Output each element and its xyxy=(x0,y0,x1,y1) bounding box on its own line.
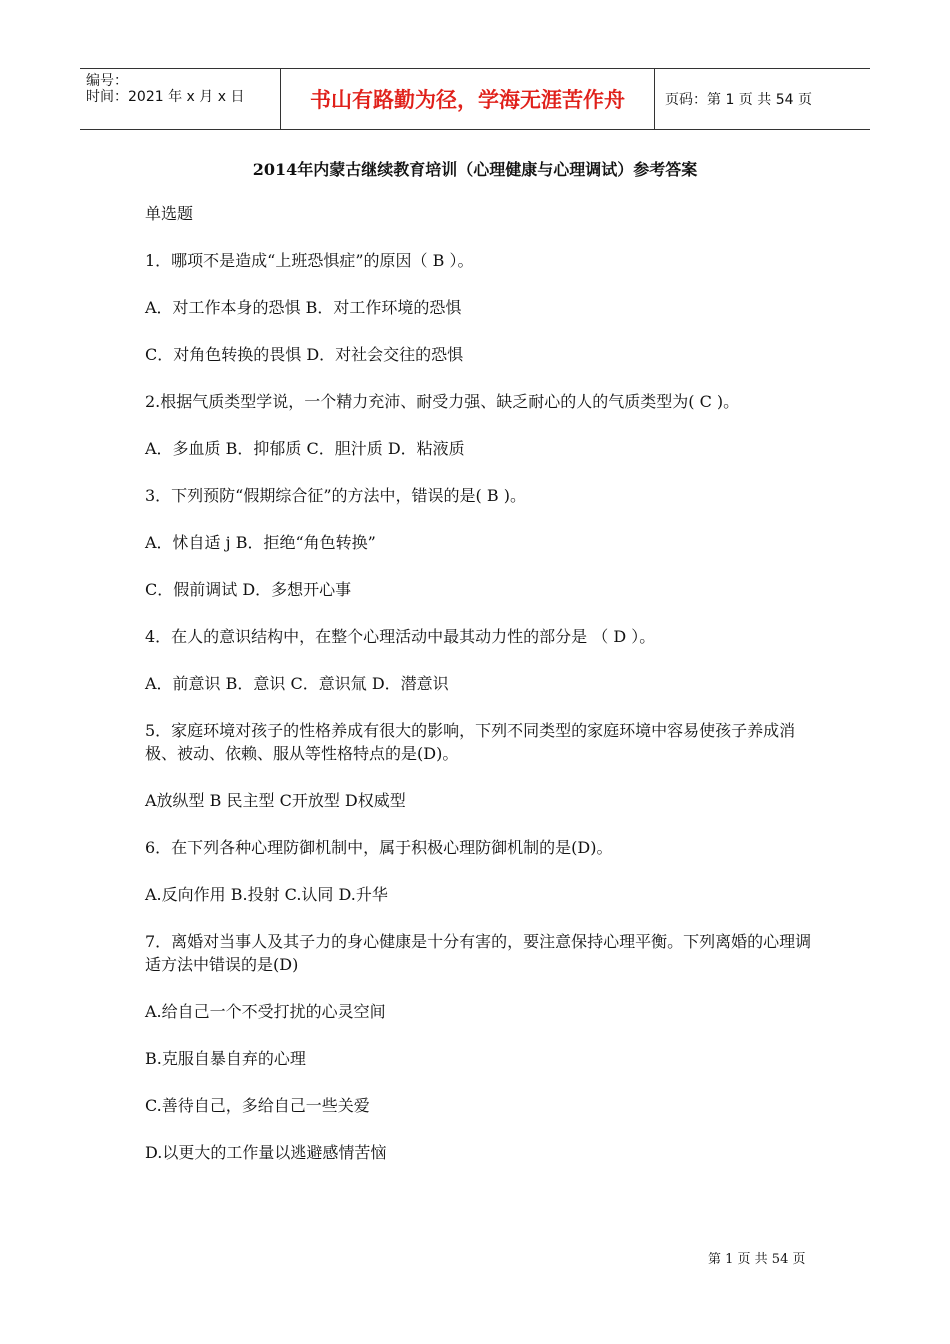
question-7-option-d: D.以更大的工作量以逃避感情苦恼 xyxy=(145,1143,387,1162)
question-2: 2.根据气质类型学说，一个精力充沛、耐受力强、缺乏耐心的人的气质类型为( C )。 xyxy=(145,392,740,411)
question-2-options: A．多血质 B．抑郁质 C．胆汁质 D．粘液质 xyxy=(145,439,465,458)
document-body xyxy=(145,200,815,1164)
header-motto: 书山有路勤为径，学海无涯苦作舟 xyxy=(281,69,655,129)
header-page-info: 页码：第 1 页 共 54 页 xyxy=(665,92,812,108)
question-4: 4．在人的意识结构中，在整个心理活动中最其动力性的部分是 （ D ）。 xyxy=(145,627,656,646)
question-4-options: A．前意识 B．意识 C．意识氚 D．潜意识 xyxy=(145,674,449,693)
question-1-options-cd: C．对角色转换的畏惧 D．对社会交往的恐惧 xyxy=(145,345,464,364)
question-3: 3．下列预防“假期综合征”的方法中，错误的是( B )。 xyxy=(145,486,526,505)
question-1: 1．哪项不是造成“上班恐惧症”的原因（ B ）。 xyxy=(145,251,474,270)
question-7-option-b: B.克服自暴自弃的心理 xyxy=(145,1049,306,1068)
question-3-options-ab: A．怵自适 j B．拒绝“角色转换” xyxy=(145,533,376,552)
header-meta xyxy=(80,69,281,129)
question-1-options-ab: A．对工作本身的恐惧 B．对工作环境的恐惧 xyxy=(145,298,462,317)
question-6: 6．在下列各种心理防御机制中，属于积极心理防御机制的是(D)。 xyxy=(145,838,613,857)
question-6-options: A.反向作用 B.投射 C.认同 D.升华 xyxy=(145,885,388,904)
question-3-options-cd: C．假前调试 D．多想开心事 xyxy=(145,580,352,599)
document-time: 时间：2021 年 x 月 x 日 xyxy=(86,89,245,105)
question-7-option-c: C.善待自己，多给自己一些关爱 xyxy=(145,1096,370,1115)
page-footer: 第 1 页 共 54 页 xyxy=(708,1252,806,1267)
question-5: 5．家庭环境对孩子的性格养成有很大的影响，下列不同类型的家庭环境中容易使孩子养成消极、被动、依赖、服从等性格特点的是(D)。 xyxy=(145,721,796,763)
document-title: 2014年内蒙古继续教育培训（心理健康与心理调试）参考答案 xyxy=(252,160,698,179)
document-number-label: 编号： xyxy=(86,73,128,89)
question-5-options: A放纵型 B 民主型 C开放型 D权威型 xyxy=(145,791,406,810)
section-heading: 单选题 xyxy=(145,204,194,223)
page-header xyxy=(80,68,870,130)
question-7-option-a: A.给自己一个不受打扰的心灵空间 xyxy=(145,1002,386,1021)
question-7: 7．离婚对当事人及其子力的身心健康是十分有害的，要注意保持心理平衡。下列离婚的心理调适方法中错误的是(D) xyxy=(145,932,812,974)
